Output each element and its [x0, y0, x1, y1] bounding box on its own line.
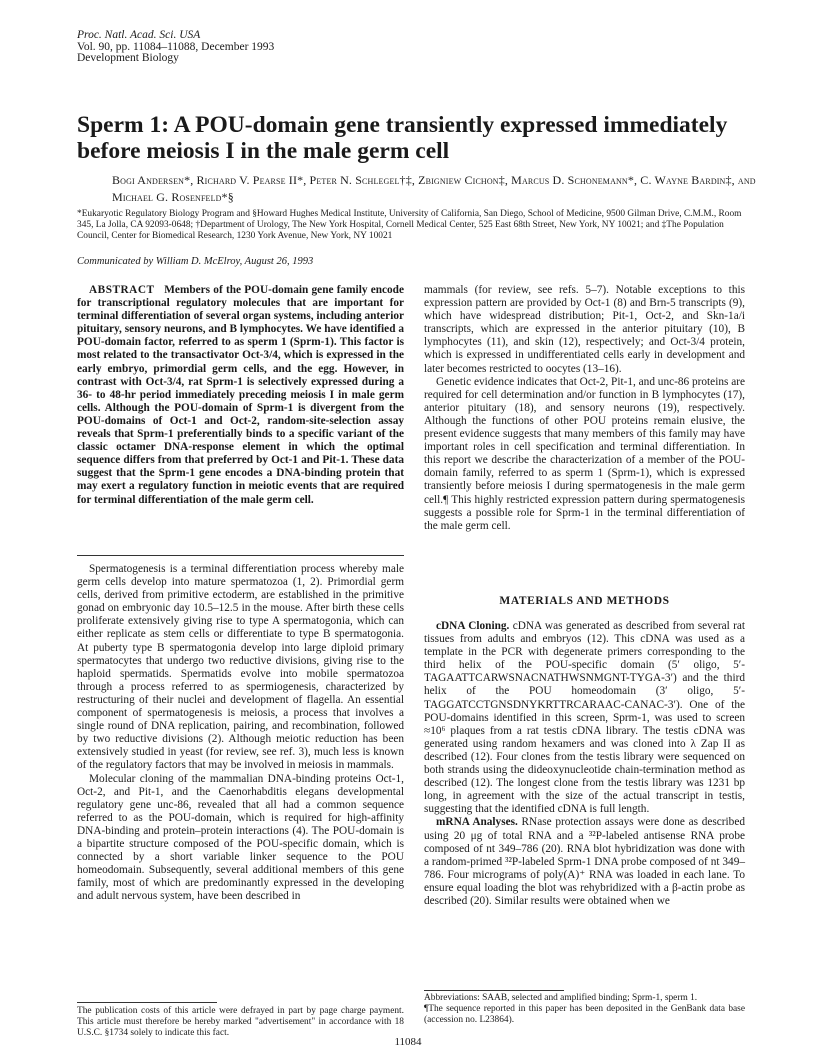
page-number: 11084 — [394, 1036, 422, 1048]
introduction-col2 — [424, 284, 745, 533]
journal-volume: Vol. 90, pp. 11084–11088, December 1993 — [77, 40, 275, 53]
introduction-col1 — [77, 563, 404, 903]
methods-mrna-paragraph — [424, 816, 745, 908]
abstract — [77, 284, 404, 507]
intro-paragraph-1: Spermatogenesis is a terminal differentiation process whereby male germ cells develop into mature spermatozoa (1, 2). Primordial germ cells, derived from primitive ectoderm, are established in the primitive gonad on embryonic day 10.5–12.5 in the mouse. After birth these cells proliferate extensively giving rise to type A spermatogonia, which can either replicate as stem cells or differentiate to type B spermatogonia. At puberty type B spermatogonia develop into large diploid primary spermatocytes that undergo two reductive divisions, giving rise to the haploid spermatids. Spermatids evolve into mobile spermatozoa through a process referred to as spermiogenesis, characterized by restructuring of their nuclei and development of flagella. An essential component of spermatogenesis is meiosis, a process that involves a single round of DNA replication, pairing, and recombination, followed by two reductive divisions (2). Although meiotic reduction has been extensively studied in yeast (for review, see ref. 3), much less is known of the regulatory factors that may be involved in meiosis in mammals. — [77, 563, 404, 772]
methods-section — [424, 620, 745, 908]
communicated-by: Communicated by William D. McElroy, August 26, 1993 — [77, 256, 314, 267]
footnotes-right — [424, 993, 745, 1026]
intro-paragraph-2: Molecular cloning of the mammalian DNA-binding proteins Oct-1, Oct-2, and Pit-1, and the Caenorhabditis elegans developmental regulatory gene unc-86, revealed that all had a common sequence referred to as the POU-domain, which is required for high-affinity DNA-binding and protein–protein interactions (4). The POU-domain is a bipartite structure composed of the POU-specific domain, which is connected by a short variable linker sequence to the POU homeodomain. Subsequently, several additional members of this gene family, most of which are predominantly expressed in the developing and adult nervous system, have been described in — [77, 772, 404, 903]
cdna-cloning-label: cDNA Cloning. — [436, 620, 510, 632]
footnote-divider-right — [424, 990, 564, 991]
mrna-analyses-text: RNase protection assays were done as described using 20 μg of total RNA and a ³²P-labeled antisense RNA probe composed of nt 349–786 (20). RNA blot hybridization was done with a random-primed ³²P-labeled Sprm-1 DNA probe composed of nt 349–786. Four micrograms of poly(A)⁺ RNA was loaded in each lane. To ensure equal loading the blot was rehybridized with a β-actin probe as described (20). Similar results were obtained when we — [424, 816, 745, 907]
intro-paragraph-3: mammals (for review, see refs. 5–7). Notable exceptions to this expression pattern are provided by Oct-1 (8) and Brn-5 transcripts (9), which have widespread distribution; Pit-1, Oct-2, and Skn-1a/i transcripts, which are expressed in the anterior pituitary (10), B lymphocytes (11), and skin (12), respectively; and Oct-3/4 protein, which is expressed in undifferentiated cells early in development and later becomes restricted to oocytes (13–16). — [424, 284, 745, 375]
journal-header — [77, 30, 274, 65]
journal-section: Development Biology — [77, 52, 179, 64]
publication-cost-note: The publication costs of this article were defrayed in part by page charge payment. This article must therefore be hereby marked "advertisement" in accordance with 18 U.S.C. §1734 solely to indicate this fact. — [77, 1006, 404, 1038]
methods-heading: MATERIALS AND METHODS — [499, 595, 670, 607]
cdna-cloning-text: cDNA was generated as described from several rat tissues from adults and embryos (12). This cDNA was used as a template in the PCR with degenerate primers corresponding to the third helix of the POU-specific domain (5′ oligo, 5′-TAGAATTCARWSNACNATHWSNMGNT-TYGA-3′) and the third helix of the POU homeodomain (3′ oligo, 5′-TAGGATCCTGNSDNYKRTTRCARAAC-CANAC-3′). One of the POU-domains identified in this screen, Sprm-1, was used to screen ≈10⁶ plaques from a rat testis cDNA library. The testis cDNA was generated using random hexamers and was cloned into λ Zap II as described (12). Four clones from the testis library were sequenced on both strands using the dideoxynucleotide chain-termination method as described (12). The longest clone from the testis library was 1231 bp long, in agreement with the size of the actual transcript in testis, suggesting that the identified cDNA is full length. — [424, 620, 746, 816]
footnote-divider-left — [77, 1002, 217, 1003]
abstract-text: Members of the POU-domain gene family encode for transcriptional regulatory molecules that are important for terminal differentiation of several organ systems, including anterior pituitary, sensory neurons, and B lymphocytes. We have identified a POU-domain factor, referred to as sperm 1 (Sprm-1). This factor is most related to the transactivator Oct-3/4, which is expressed in the early embryo, primordial germ cells, and the egg. However, in contrast with Oct-3/4, rat Sprm-1 is selectively expressed during a 36- to 48-hr period immediately preceding meiosis I in male germ cells. Although the POU-domain of Sprm-1 is divergent from the POU-domains of Oct-1 and Oct-2, random-site-selection assay reveals that Sprm-1 preferentially binds to a specific variant of the classic octamer DNA-response element in which the optimal sequence differs from that preferred by Oct-1 and Pit-1. These data suggest that the Sprm-1 gene encodes a DNA-binding protein that may exert a regulatory function in meiotic events that are required for terminal differentiation of the male germ cell. — [77, 284, 404, 506]
intro-paragraph-4: Genetic evidence indicates that Oct-2, Pit-1, and unc-86 proteins are required for cell determination and/or function in B lymphocytes (17), anterior pituitary (18), and sensory neurons (19), respectively. Although the functions of other POU proteins remain elusive, the present evidence suggests that many members of this family may have important roles in cell specification and terminal differentiation. In this report we describe the characterization of a member of the POU-domain family, referred to as sperm 1 (Sprm-1), which is expressed transiently before meiosis I during spermatogenesis in the male germ cell.¶ This highly restricted expression pattern during spermatogenesis suggests a possible role for Sprm-1 in the terminal differentiation of the male germ cell. — [424, 375, 745, 532]
mrna-analyses-label: mRNA Analyses. — [436, 816, 518, 829]
abstract-divider — [77, 555, 404, 556]
abbreviations-note: Abbreviations: SAAB, selected and amplified binding; Sprm-1, sperm 1. — [424, 993, 698, 1003]
abstract-label: ABSTRACT — [89, 284, 155, 296]
methods-cdna-paragraph — [424, 620, 745, 816]
journal-name: Proc. Natl. Acad. Sci. USA — [77, 29, 201, 41]
author-list: Bogi Andersen*, Richard V. Pearse II*, Peter N. Schlegel†‡, Zbigniew Cichon‡, Marcus D. Schonemann*, C. Wayne Bardin‡, and Michael G. Rosenfeld*§ — [112, 173, 756, 204]
affiliations: *Eukaryotic Regulatory Biology Program and §Howard Hughes Medical Institute, University of California, San Diego, School of Medicine, 9500 Gilman Drive, C.M.M., Room 345, La Jolla, CA 92093-0648; †Department of Urology, The New York Hospital, Cornell Medical Center, 525 East 68th Street, New York, NY 10021; and ‡The Population Council, Center for Biomedical Research, 1230 York Avenue, New York, NY 10021 — [77, 209, 742, 241]
paper-title: Sperm 1: A POU-domain gene transiently expressed immediately before meiosis I in the male germ cell — [77, 112, 728, 164]
genbank-note: ¶The sequence reported in this paper has been deposited in the GenBank data base (accession no. L23864). — [424, 1004, 745, 1025]
